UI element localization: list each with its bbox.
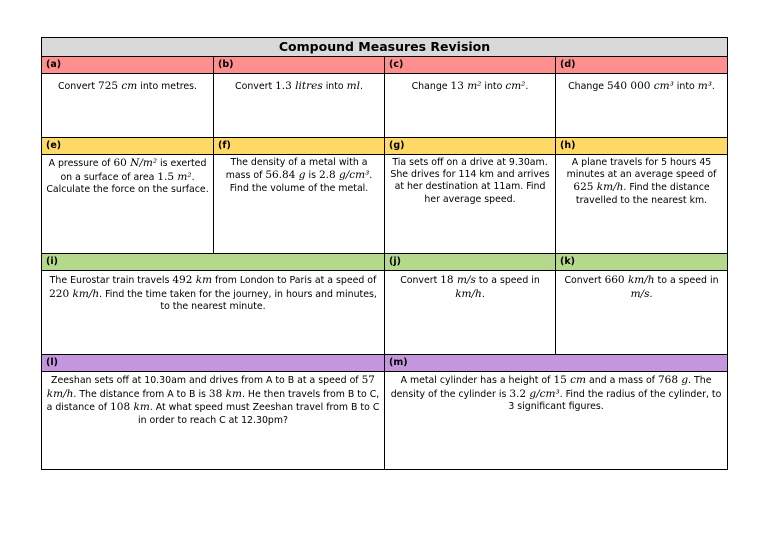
- label-b: (b): [214, 57, 385, 74]
- question-j: Convert 18 m/s to a speed in km/h.: [385, 271, 556, 355]
- question-i: The Eurostar train travels 492 km from London to Paris at a speed of 220 km/h. Find the time taken for the journey, in hours and minutes, to the nearest minute.: [42, 271, 385, 355]
- label-l: (l): [42, 355, 385, 372]
- label-f: (f): [214, 138, 385, 155]
- label-h: (h): [556, 138, 728, 155]
- label-m: (m): [385, 355, 728, 372]
- label-c: (c): [385, 57, 556, 74]
- sheet-title: Compound Measures Revision: [42, 38, 728, 57]
- question-k: Convert 660 km/h to a speed in m/s.: [556, 271, 728, 355]
- label-k: (k): [556, 254, 728, 271]
- question-c: Change 13 m² into cm².: [385, 74, 556, 138]
- label-j: (j): [385, 254, 556, 271]
- label-g: (g): [385, 138, 556, 155]
- question-a: Convert 725 cm into metres.: [42, 74, 214, 138]
- revision-sheet: [41, 37, 728, 470]
- question-h: A plane travels for 5 hours 45 minutes at an average speed of 625 km/h. Find the distance travelled to the nearest km.: [556, 155, 728, 254]
- question-f: The density of a metal with a mass of 56.84 g is 2.8 g/cm³. Find the volume of the metal.: [214, 155, 385, 254]
- label-i: (i): [42, 254, 385, 271]
- question-b: Convert 1.3 litres into ml.: [214, 74, 385, 138]
- label-a: (a): [42, 57, 214, 74]
- question-g: Tia sets off on a drive at 9.30am. She drives for 114 km and arrives at her destination at 11am. Find her average speed.: [385, 155, 556, 254]
- label-e: (e): [42, 138, 214, 155]
- question-e: A pressure of 60 N/m² is exerted on a surface of area 1.5 m². Calculate the force on the surface.: [42, 155, 214, 254]
- question-m: A metal cylinder has a height of 15 cm and a mass of 768 g. The density of the cylinder is 3.2 g/cm³. Find the radius of the cylinder, to 3 significant figures.: [385, 372, 728, 470]
- label-d: (d): [556, 57, 728, 74]
- question-d: Change 540 000 cm³ into m³.: [556, 74, 728, 138]
- question-l: Zeeshan sets off at 10.30am and drives from A to B at a speed of 57 km/h. The distance from A to B is 38 km. He then travels from B to C, a distance of 108 km. At what speed must Zeeshan travel from B to C in order to reach C at 12.30pm?: [42, 372, 385, 470]
